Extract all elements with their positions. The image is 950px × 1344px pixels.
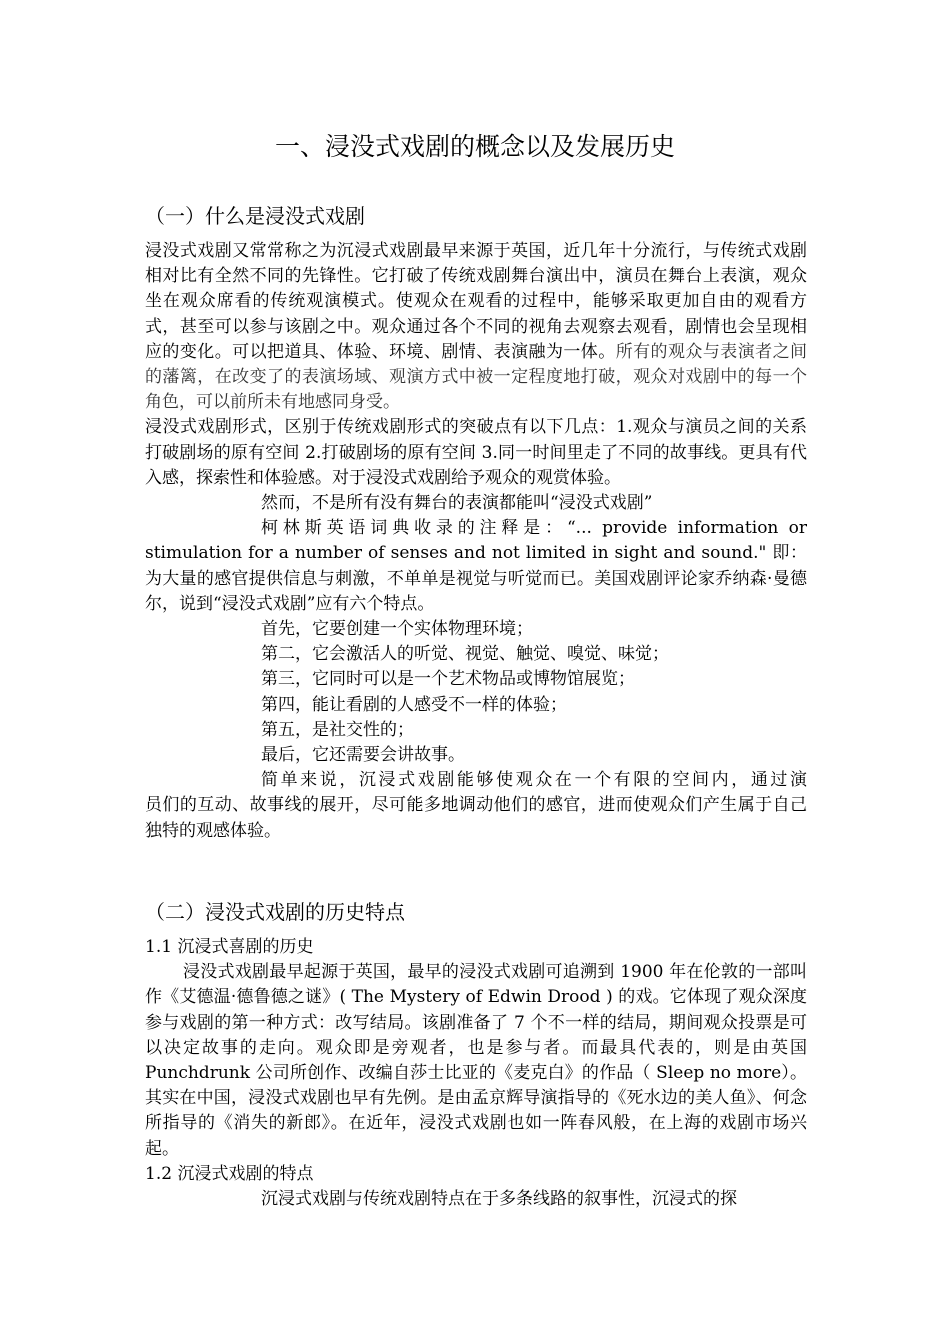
feature-item: 最后，它还需要会讲故事。	[261, 745, 465, 766]
paragraph-collins-first-line: 柯林斯英语词典收录的注释是：“... provide information or	[261, 518, 807, 539]
paragraph-summary	[145, 768, 807, 844]
paragraph-summary-rest: 员们的互动、故事线的展开，尽可能多地调动他们的感官，进而使观众们产生属于自己独特的观感体验。	[145, 795, 807, 841]
paragraph-history-text: 浸没式戏剧最早起源于英国，最早的浸没式戏剧可追溯到 1900 年在伦敦的一部叫作《艾德温·德鲁德之谜》( The Mystery of Edwin Drood ) 的戏。它体现了观众深度参与戏剧的第一种方式：改写结局。该剧准备了 7 个不一样的结局，期间观众投票是可以决定故事的走向。观众即是旁观者，也是参与者。而最具代表的，则是由英国 Punchdrunk 公司所创作、改编自莎士比亚的《麦克白》的作品（ Sleep no more）。其实在中国，浸没式戏剧也早有先例。是由孟京辉导演指导的《死水边的美人鱼》、何念所指导的《消失的新郎》。在近年，浸没式戏剧也如一阵春风般，在上海的戏剧市场兴起。	[145, 962, 807, 1159]
subheading-features: 1.2 沉浸式戏剧的特点	[145, 1163, 314, 1184]
paragraph-breakthrough: 浸没式戏剧形式，区别于传统戏剧形式的突破点有以下几点：1.观众与演员之间的关系打破剧场的原有空间 2.打破剧场的原有空间 3.同一时间里走了不同的故事线。更具有代入感，探索性和体验感。对于浸没式戏剧给予观众的观赏体验。	[145, 417, 807, 488]
section-heading-2: （二）浸没式戏剧的历史特点	[145, 900, 405, 924]
paragraph-collins-rest: stimulation for a number of senses and not limited in sight and sound." 即：为大量的感官提供信息与刺激，不单单是视觉与听觉而已。美国戏剧评论家乔纳森·曼德尔，说到“浸没式戏剧”应有六个特点。	[145, 543, 807, 614]
subheading-history: 1.1 沉浸式喜剧的历史	[145, 937, 314, 957]
paragraph-definition-text: 浸没式戏剧又常常称之为沉浸式戏剧最早来源于英国，近几年十分流行，与传统式戏剧相对比有全然不同的先锋性。它打破了传统戏剧舞台演出中，演员在舞台上表演，观众坐在观众席看的传统观演模式。使观众在观看的过程中，能够采取更加自由的观看方式，甚至可以参与该剧之中。观众通过各个不同的视角去观察去观看，剧情也会呈现相应的变化。可以把道具、体验、环境、剧情、表演融为一体。	[145, 241, 807, 362]
paragraph-summary-first-line: 简单来说，沉浸式戏剧能够使观众在一个有限的空间内，通过演	[261, 770, 807, 791]
feature-item: 第五，是社交性的；	[261, 719, 414, 740]
paragraph-however: 然而，不是所有没有舞台的表演都能叫“浸没式戏剧”	[261, 493, 653, 514]
section1-body	[145, 239, 807, 844]
paragraph-definition-text-continued: 所有的观众与表演者之间的藩篱，在改变了的表演场域、观演方式中被一定程度地打破，观众对戏剧中的每一个角色，可以前所未有地感同身受。	[145, 341, 808, 413]
feature-item: 第四，能让看剧的人感受不一样的体验；	[261, 694, 567, 715]
section-heading-1: （一）什么是浸没式戏剧	[145, 204, 365, 228]
paragraph-collins	[145, 516, 807, 617]
paragraph-features-start: 沉浸式戏剧与传统戏剧特点在于多条线路的叙事性，沉浸式的探	[261, 1189, 737, 1210]
chapter-heading: 一、浸没式戏剧的概念以及发展历史	[274, 132, 675, 161]
section2-body	[145, 935, 807, 1212]
feature-item: 第三，它同时可以是一个艺术物品或博物馆展览；	[261, 669, 635, 690]
feature-item: 第二，它会激活人的听觉、视觉、触觉、嗅觉、味觉；	[261, 644, 669, 665]
paragraph-history	[145, 960, 807, 1162]
feature-item: 首先，它要创建一个实体物理环境；	[261, 619, 533, 640]
paragraph-definition	[145, 239, 807, 415]
